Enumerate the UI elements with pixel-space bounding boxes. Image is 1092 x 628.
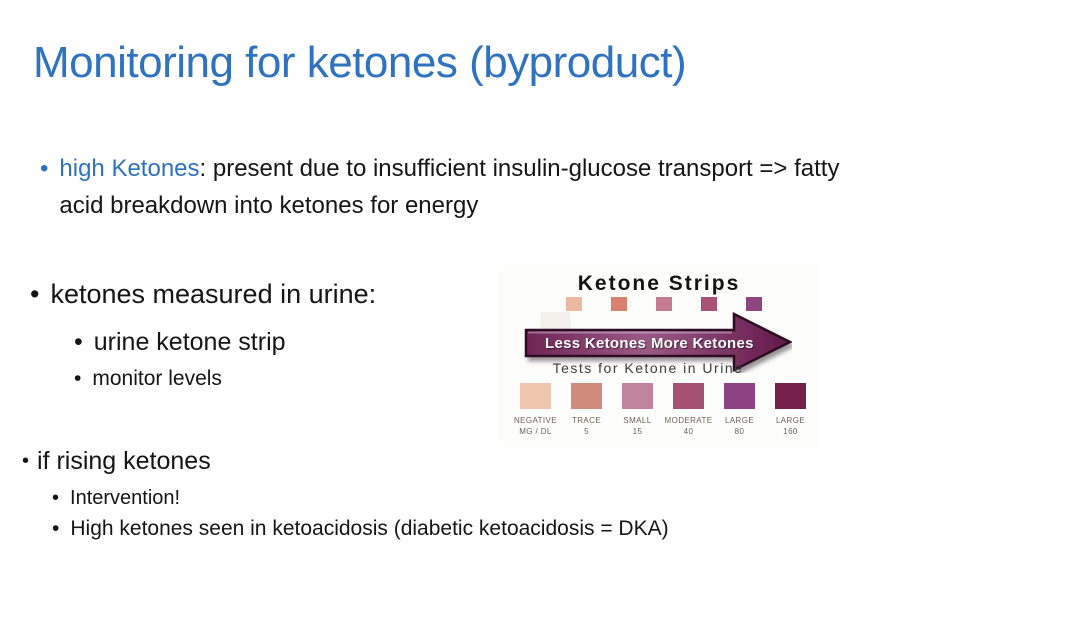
swatch-name: MODERATE xyxy=(664,416,713,425)
bullet-text: ketones measured in urine: xyxy=(50,279,377,309)
bullet-text: Intervention! xyxy=(70,487,181,509)
swatch-value: MG / DL xyxy=(519,427,552,436)
swatch-name: SMALL xyxy=(623,416,652,425)
bullet-text: if rising ketones xyxy=(37,447,211,475)
swatch-value: 5 xyxy=(584,427,589,436)
swatch-color xyxy=(622,383,653,409)
swatch-column xyxy=(571,383,602,436)
bullet-monitor-levels xyxy=(74,366,222,392)
ketone-pad xyxy=(656,297,672,311)
swatch-column xyxy=(513,383,558,436)
swatch-column xyxy=(664,383,713,436)
bullet-intervention xyxy=(52,485,180,511)
figure-caption: Tests for Ketone in Urine xyxy=(552,360,744,376)
ketone-pad xyxy=(566,297,582,311)
arrow-label-more-ketones: More Ketones xyxy=(651,335,754,352)
swatch-name: LARGE xyxy=(724,416,755,425)
page-title: Monitoring for ketones (byproduct) xyxy=(33,38,687,87)
bullet-dka xyxy=(52,516,669,542)
bullet-dot: • xyxy=(74,328,83,356)
swatch-column xyxy=(724,383,755,436)
swatch-column xyxy=(775,383,806,436)
swatch-color xyxy=(775,383,806,409)
swatch-column xyxy=(622,383,653,436)
bullet-text: High ketones seen in ketoacidosis (diabetic ketoacidosis = DKA) xyxy=(70,517,669,540)
bullet-high-ketones-text xyxy=(59,150,839,224)
bullet-text: monitor levels xyxy=(92,367,222,390)
arrow-label-less-ketones: Less Ketones xyxy=(545,335,647,352)
bullet-dot: • xyxy=(74,367,82,390)
swatch-name: LARGE xyxy=(775,416,806,425)
swatch-value: 80 xyxy=(734,427,745,436)
bullet-ketones-measured xyxy=(30,278,376,310)
bullet-dot: • xyxy=(22,450,30,472)
ketone-pad xyxy=(746,297,762,311)
swatch-value: 160 xyxy=(783,427,798,436)
ketone-pad xyxy=(701,297,717,311)
bullet-text: urine ketone strip xyxy=(93,328,286,356)
bullet-high-ketones xyxy=(40,150,1020,224)
ketone-strips-image xyxy=(498,266,820,446)
swatch-value: 15 xyxy=(632,427,643,436)
swatch-name: NEGATIVE xyxy=(513,416,558,425)
bullet-urine-ketone-strip xyxy=(74,327,286,357)
swatch-row xyxy=(513,383,806,436)
figure-title: Ketone Strips xyxy=(577,272,741,295)
swatch-value: 40 xyxy=(683,427,694,436)
swatch-color xyxy=(520,383,551,409)
swatch-color xyxy=(673,383,704,409)
bullet-dot: • xyxy=(40,155,49,182)
bullet-highlight: high Ketones xyxy=(59,155,200,182)
bullet-dot: • xyxy=(52,487,60,509)
bullet-dot: • xyxy=(30,279,40,309)
ketone-pad xyxy=(611,297,627,311)
bullet-dot: • xyxy=(52,517,60,540)
swatch-color xyxy=(571,383,602,409)
bullet-line2: acid breakdown into ketones for energy xyxy=(59,192,479,219)
bullet-if-rising-ketones xyxy=(22,446,211,476)
bullet-rest: : present due to insufficient insulin-glucose transport => fatty xyxy=(199,155,840,182)
swatch-name: TRACE xyxy=(571,416,602,425)
swatch-color xyxy=(724,383,755,409)
ketone-pad-row xyxy=(566,297,762,311)
